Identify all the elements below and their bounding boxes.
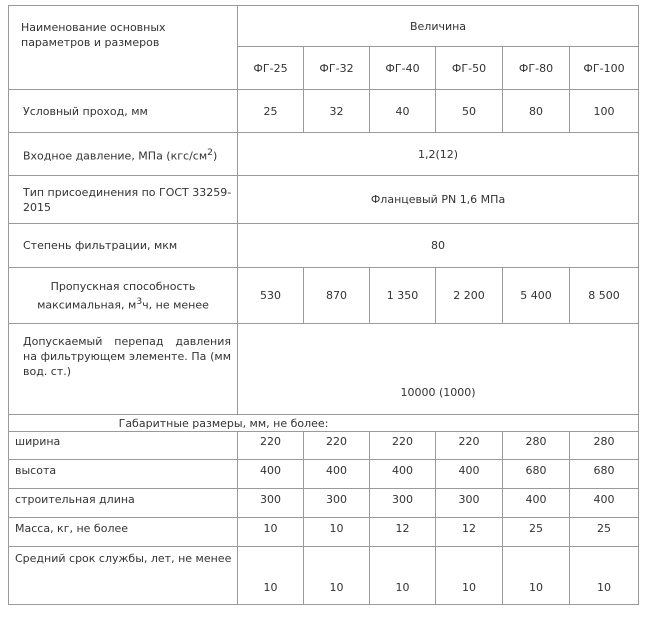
- cell-value: 1,2(12): [238, 133, 639, 176]
- cell-value: 12: [436, 518, 503, 547]
- row-label: ширина: [9, 432, 238, 460]
- cell-value: 870: [304, 268, 370, 324]
- table-row-dimensions-heading: [9, 415, 639, 432]
- cell-value: 400: [304, 460, 370, 489]
- cell-value: 40: [370, 90, 436, 133]
- cell-value: 220: [238, 432, 304, 460]
- table-row-width: [9, 432, 639, 460]
- cell-value: 220: [436, 432, 503, 460]
- cell-value: 10: [370, 547, 436, 605]
- cell-value: 32: [304, 90, 370, 133]
- cell-value: 10000 (1000): [238, 324, 639, 415]
- cell-value: 400: [370, 460, 436, 489]
- table-row-connection: [9, 176, 639, 224]
- cell-value: 280: [570, 432, 639, 460]
- header-model: ФГ-100: [570, 47, 639, 90]
- cell-value: 12: [370, 518, 436, 547]
- cell-value: 10: [503, 547, 570, 605]
- table-row-filtration: [9, 224, 639, 268]
- header-model: ФГ-25: [238, 47, 304, 90]
- row-label: строительная длина: [9, 489, 238, 518]
- cell-value: 680: [503, 460, 570, 489]
- cell-value: 10: [570, 547, 639, 605]
- cell-value: 25: [570, 518, 639, 547]
- cell-value: 80: [503, 90, 570, 133]
- table-row-pressure-drop: [9, 324, 639, 415]
- header-model: ФГ-40: [370, 47, 436, 90]
- header-parameter-name: Наименование основных параметров и размеров: [9, 6, 238, 90]
- cell-value: 280: [503, 432, 570, 460]
- row-label: [9, 133, 238, 176]
- table-row-pressure: [9, 133, 639, 176]
- cell-value: 300: [370, 489, 436, 518]
- row-label: Условный проход, мм: [9, 90, 238, 133]
- cell-value: 10: [436, 547, 503, 605]
- row-label: [9, 268, 238, 324]
- cell-value: 50: [436, 90, 503, 133]
- cell-value: 400: [238, 460, 304, 489]
- cell-value: 100: [570, 90, 639, 133]
- row-label: Средний срок службы, лет, не менее: [9, 547, 238, 605]
- cell-value: 530: [238, 268, 304, 324]
- cell-value: 80: [238, 224, 639, 268]
- row-label-text: ч, не менее: [142, 298, 209, 312]
- row-label-superscript: 3: [136, 295, 143, 307]
- cell-value: 680: [570, 460, 639, 489]
- table-row-height: [9, 460, 639, 489]
- cell-value: 25: [238, 90, 304, 133]
- cell-value: 400: [503, 489, 570, 518]
- row-label: Масса, кг, не более: [9, 518, 238, 547]
- row-label-text: Входное давление, МПа (кгс/см: [23, 149, 208, 163]
- row-label: Допускаемый перепад давления на фильтрующем элементе. Па (мм вод. ст.): [9, 324, 238, 415]
- cell-value: 220: [304, 432, 370, 460]
- row-label-text: ): [212, 149, 218, 163]
- cell-value: 400: [570, 489, 639, 518]
- cell-value: 10: [304, 518, 370, 547]
- cell-value: 8 500: [570, 268, 639, 324]
- row-label-superscript: 2: [207, 146, 213, 158]
- table-row-length: [9, 489, 639, 518]
- row-label: Тип присоединения по ГОСТ 33259-2015: [9, 176, 238, 224]
- table-row-mass: [9, 518, 639, 547]
- header-model: ФГ-80: [503, 47, 570, 90]
- cell-value: 300: [436, 489, 503, 518]
- cell-value: 10: [304, 547, 370, 605]
- header-value: Величина: [238, 6, 639, 47]
- row-label: Степень фильтрации, мкм: [9, 224, 238, 268]
- header-model: ФГ-32: [304, 47, 370, 90]
- cell-value: 5 400: [503, 268, 570, 324]
- cell-value: 2 200: [436, 268, 503, 324]
- table-row-throughput: [9, 268, 639, 324]
- cell-value: 10: [238, 518, 304, 547]
- row-label: высота: [9, 460, 238, 489]
- cell-value: 25: [503, 518, 570, 547]
- table-row-nominal: [9, 90, 639, 133]
- table-row-service-life: [9, 547, 639, 605]
- cell-value: Фланцевый PN 1,6 МПа: [238, 176, 639, 224]
- header-model: ФГ-50: [436, 47, 503, 90]
- row-label-text: Пропускная способность максимальная, м: [37, 279, 196, 312]
- cell-value: 10: [238, 547, 304, 605]
- cell-value: 1 350: [370, 268, 436, 324]
- parameters-table: [8, 5, 639, 605]
- cell-value: 300: [238, 489, 304, 518]
- cell-value: 300: [304, 489, 370, 518]
- cell-value: 220: [370, 432, 436, 460]
- cell-value: 400: [436, 460, 503, 489]
- section-heading: Габаритные размеры, мм, не более:: [9, 415, 639, 432]
